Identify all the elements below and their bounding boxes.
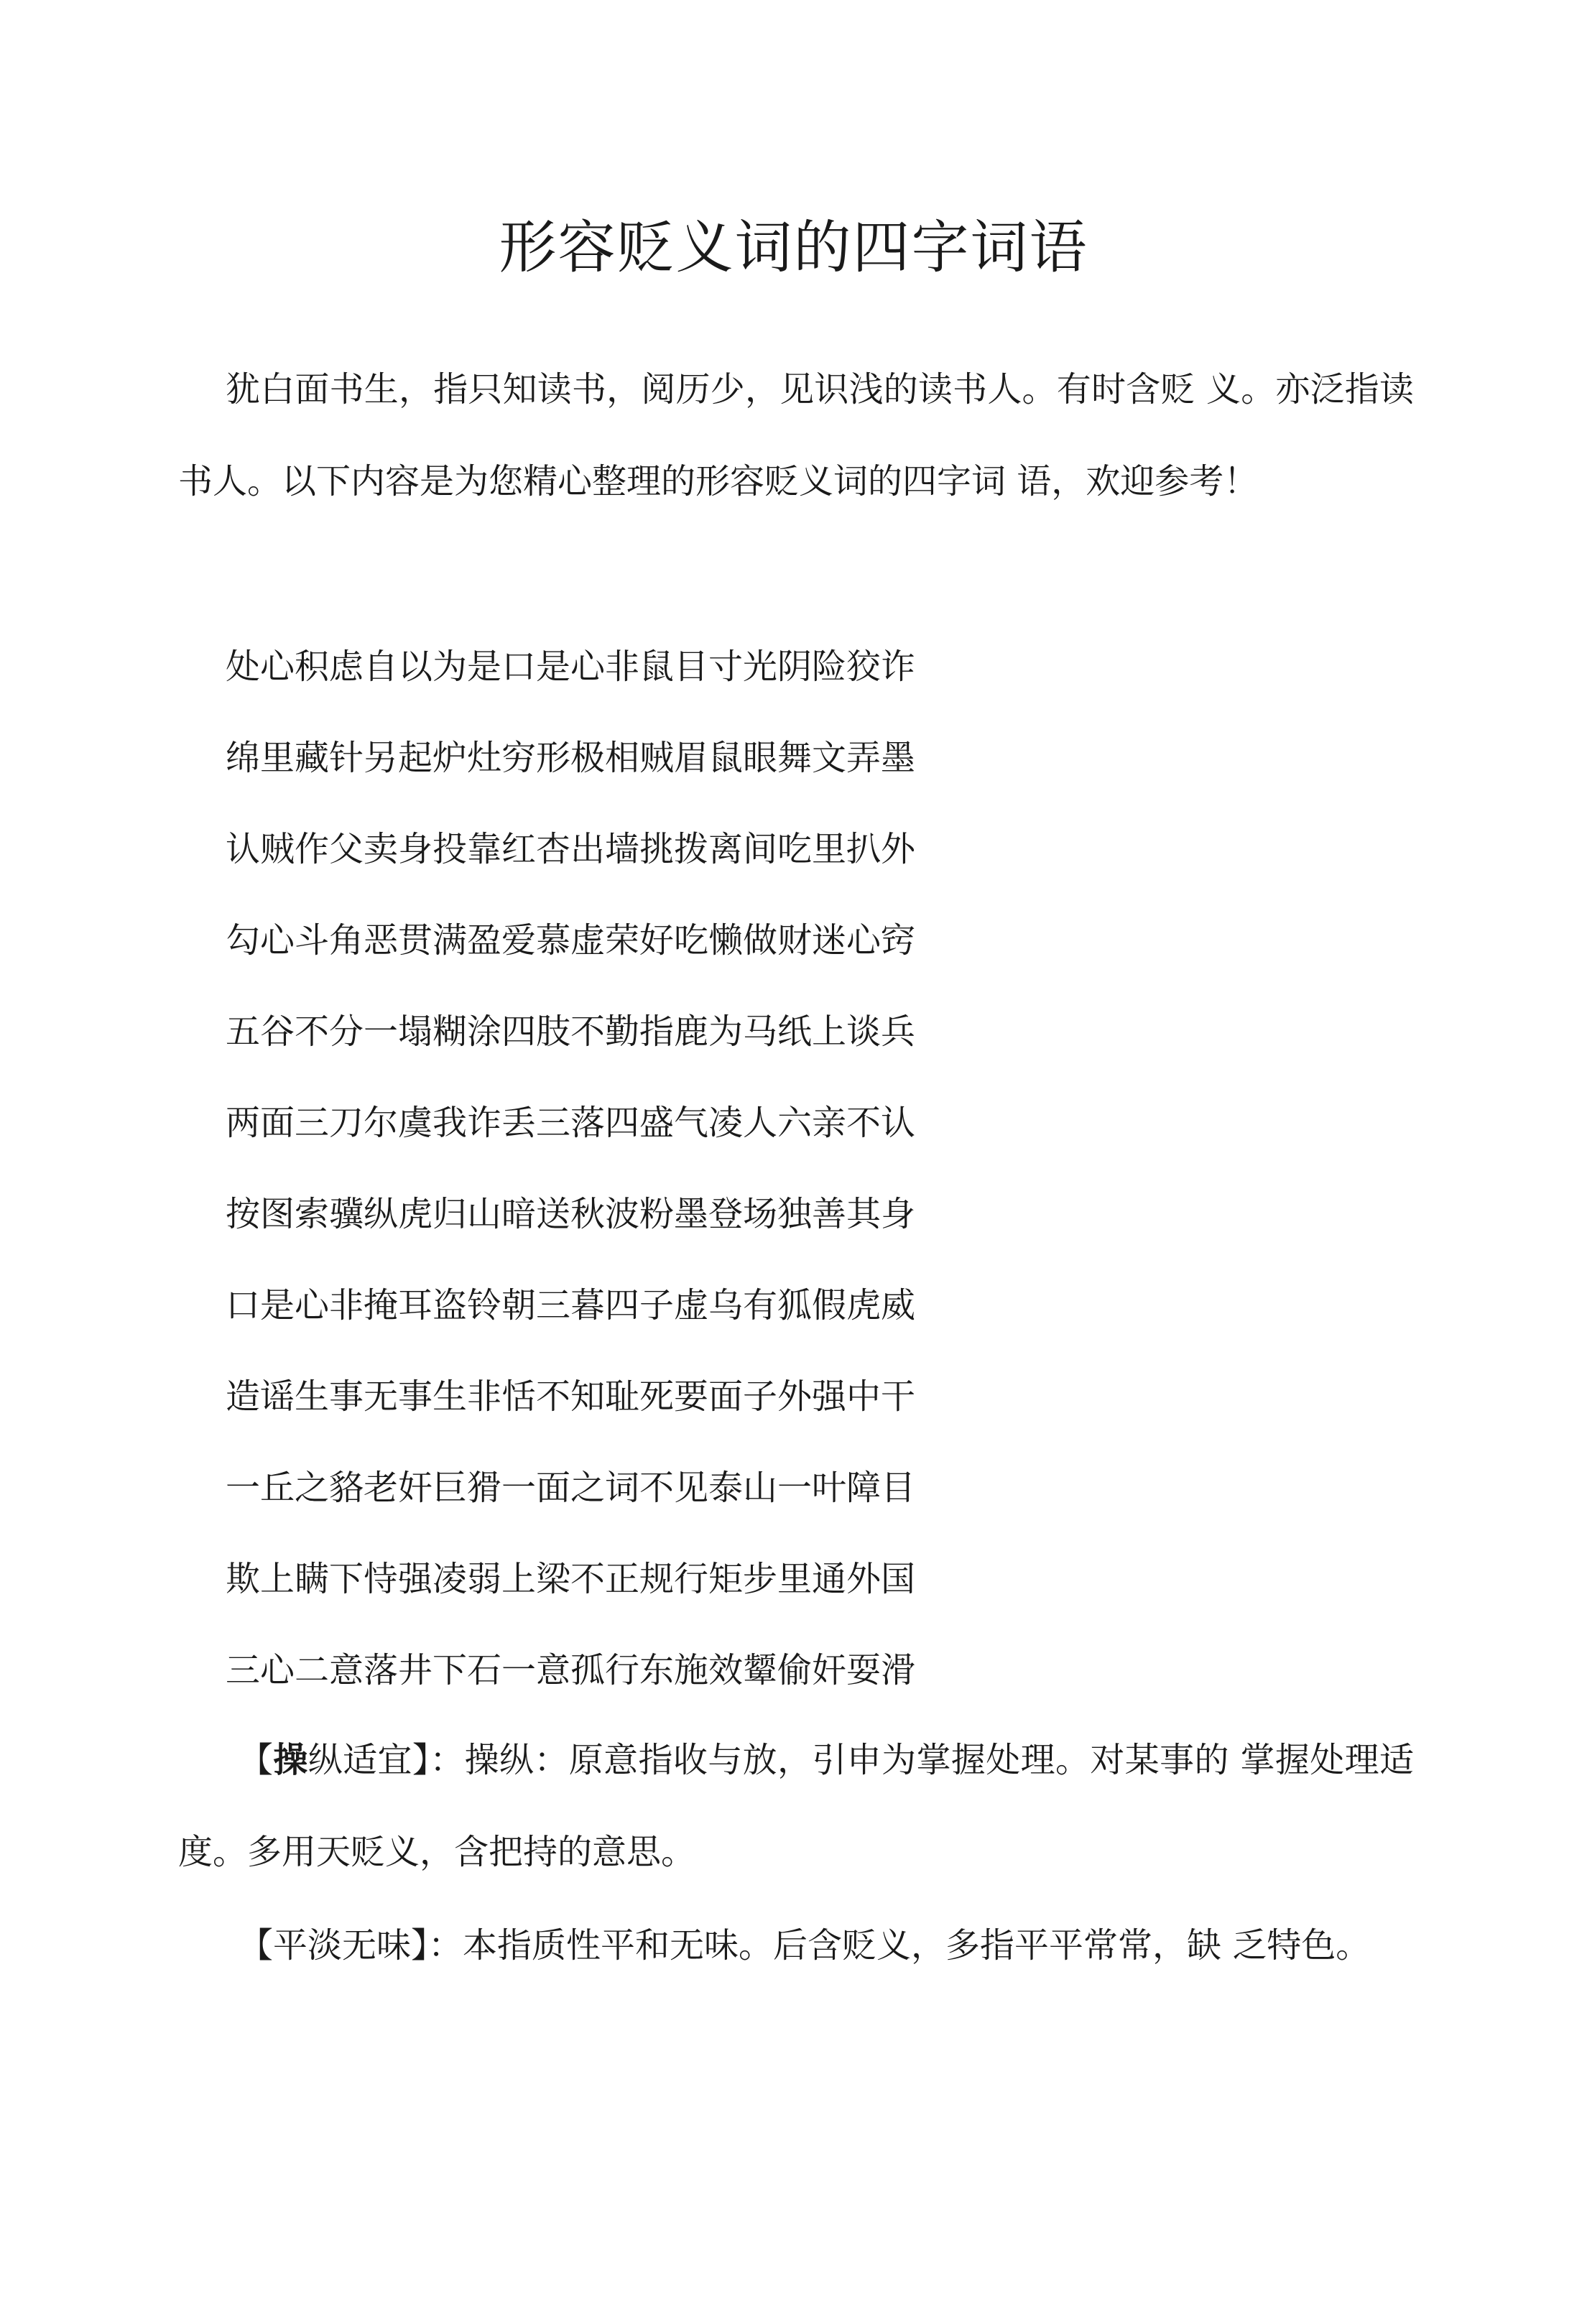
- idiom-line: 一丘之貉老奸巨猾一面之词不见泰山一叶障目: [226, 1468, 916, 1508]
- page-title: 形容贬义词的四字词语: [499, 214, 1088, 281]
- idiom-line: 认贼作父卖身投靠红杏出墙挑拨离间吃里扒外: [226, 829, 916, 869]
- definition-term: 【操纵适宜】: [239, 1740, 430, 1780]
- intro-paragraph: 犹白面书生，指只知读书，阅历少，见识浅的读书人。有时含贬 义。亦泛指读书人。以下内容是为您精心整理的形容贬义词的四字词 语，欢迎参考！: [178, 369, 1414, 501]
- definition-text: ：本指质性平和无味。后含贬义，多指平平常常，缺 乏特色。: [428, 1925, 1371, 1966]
- idiom-line: 勾心斗角恶贯满盈爱慕虚荣好吃懒做财迷心窍: [226, 920, 916, 960]
- idiom-line: 五谷不分一塌糊涂四肢不勤指鹿为马纸上谈兵: [226, 1011, 916, 1052]
- definition-text: ：操纵：原意指收与放，引申为掌握处理。对某事的 掌握处理适度。多用天贬义，含把持的意思。: [178, 1740, 1414, 1872]
- idiom-line: 欺上瞒下恃强凌弱上梁不正规行矩步里通外国: [226, 1559, 916, 1599]
- idiom-line: 按图索骥纵虎归山暗送秋波粉墨登场独善其身: [226, 1194, 916, 1234]
- definition-paragraph: [178, 1714, 1414, 1898]
- idiom-line: 处心积虑自以为是口是心非鼠目寸光阴险狡诈: [226, 647, 916, 687]
- idiom-line: 三心二意落井下石一意孤行东施效颦偷奸耍滑: [226, 1650, 916, 1690]
- definition-paragraph: [178, 1899, 1414, 1991]
- idiom-line: 口是心非掩耳盗铃朝三暮四子虚乌有狐假虎威: [226, 1285, 916, 1325]
- idiom-line: 两面三刀尔虞我诈丢三落四盛气凌人六亲不认: [226, 1103, 916, 1143]
- idiom-line: 造谣生事无事生非恬不知耻死要面子外强中干: [226, 1376, 916, 1417]
- definition-term: 【平淡无味】: [239, 1925, 429, 1966]
- idiom-line: 绵里藏针另起炉灶穷形极相贼眉鼠眼舞文弄墨: [226, 738, 916, 778]
